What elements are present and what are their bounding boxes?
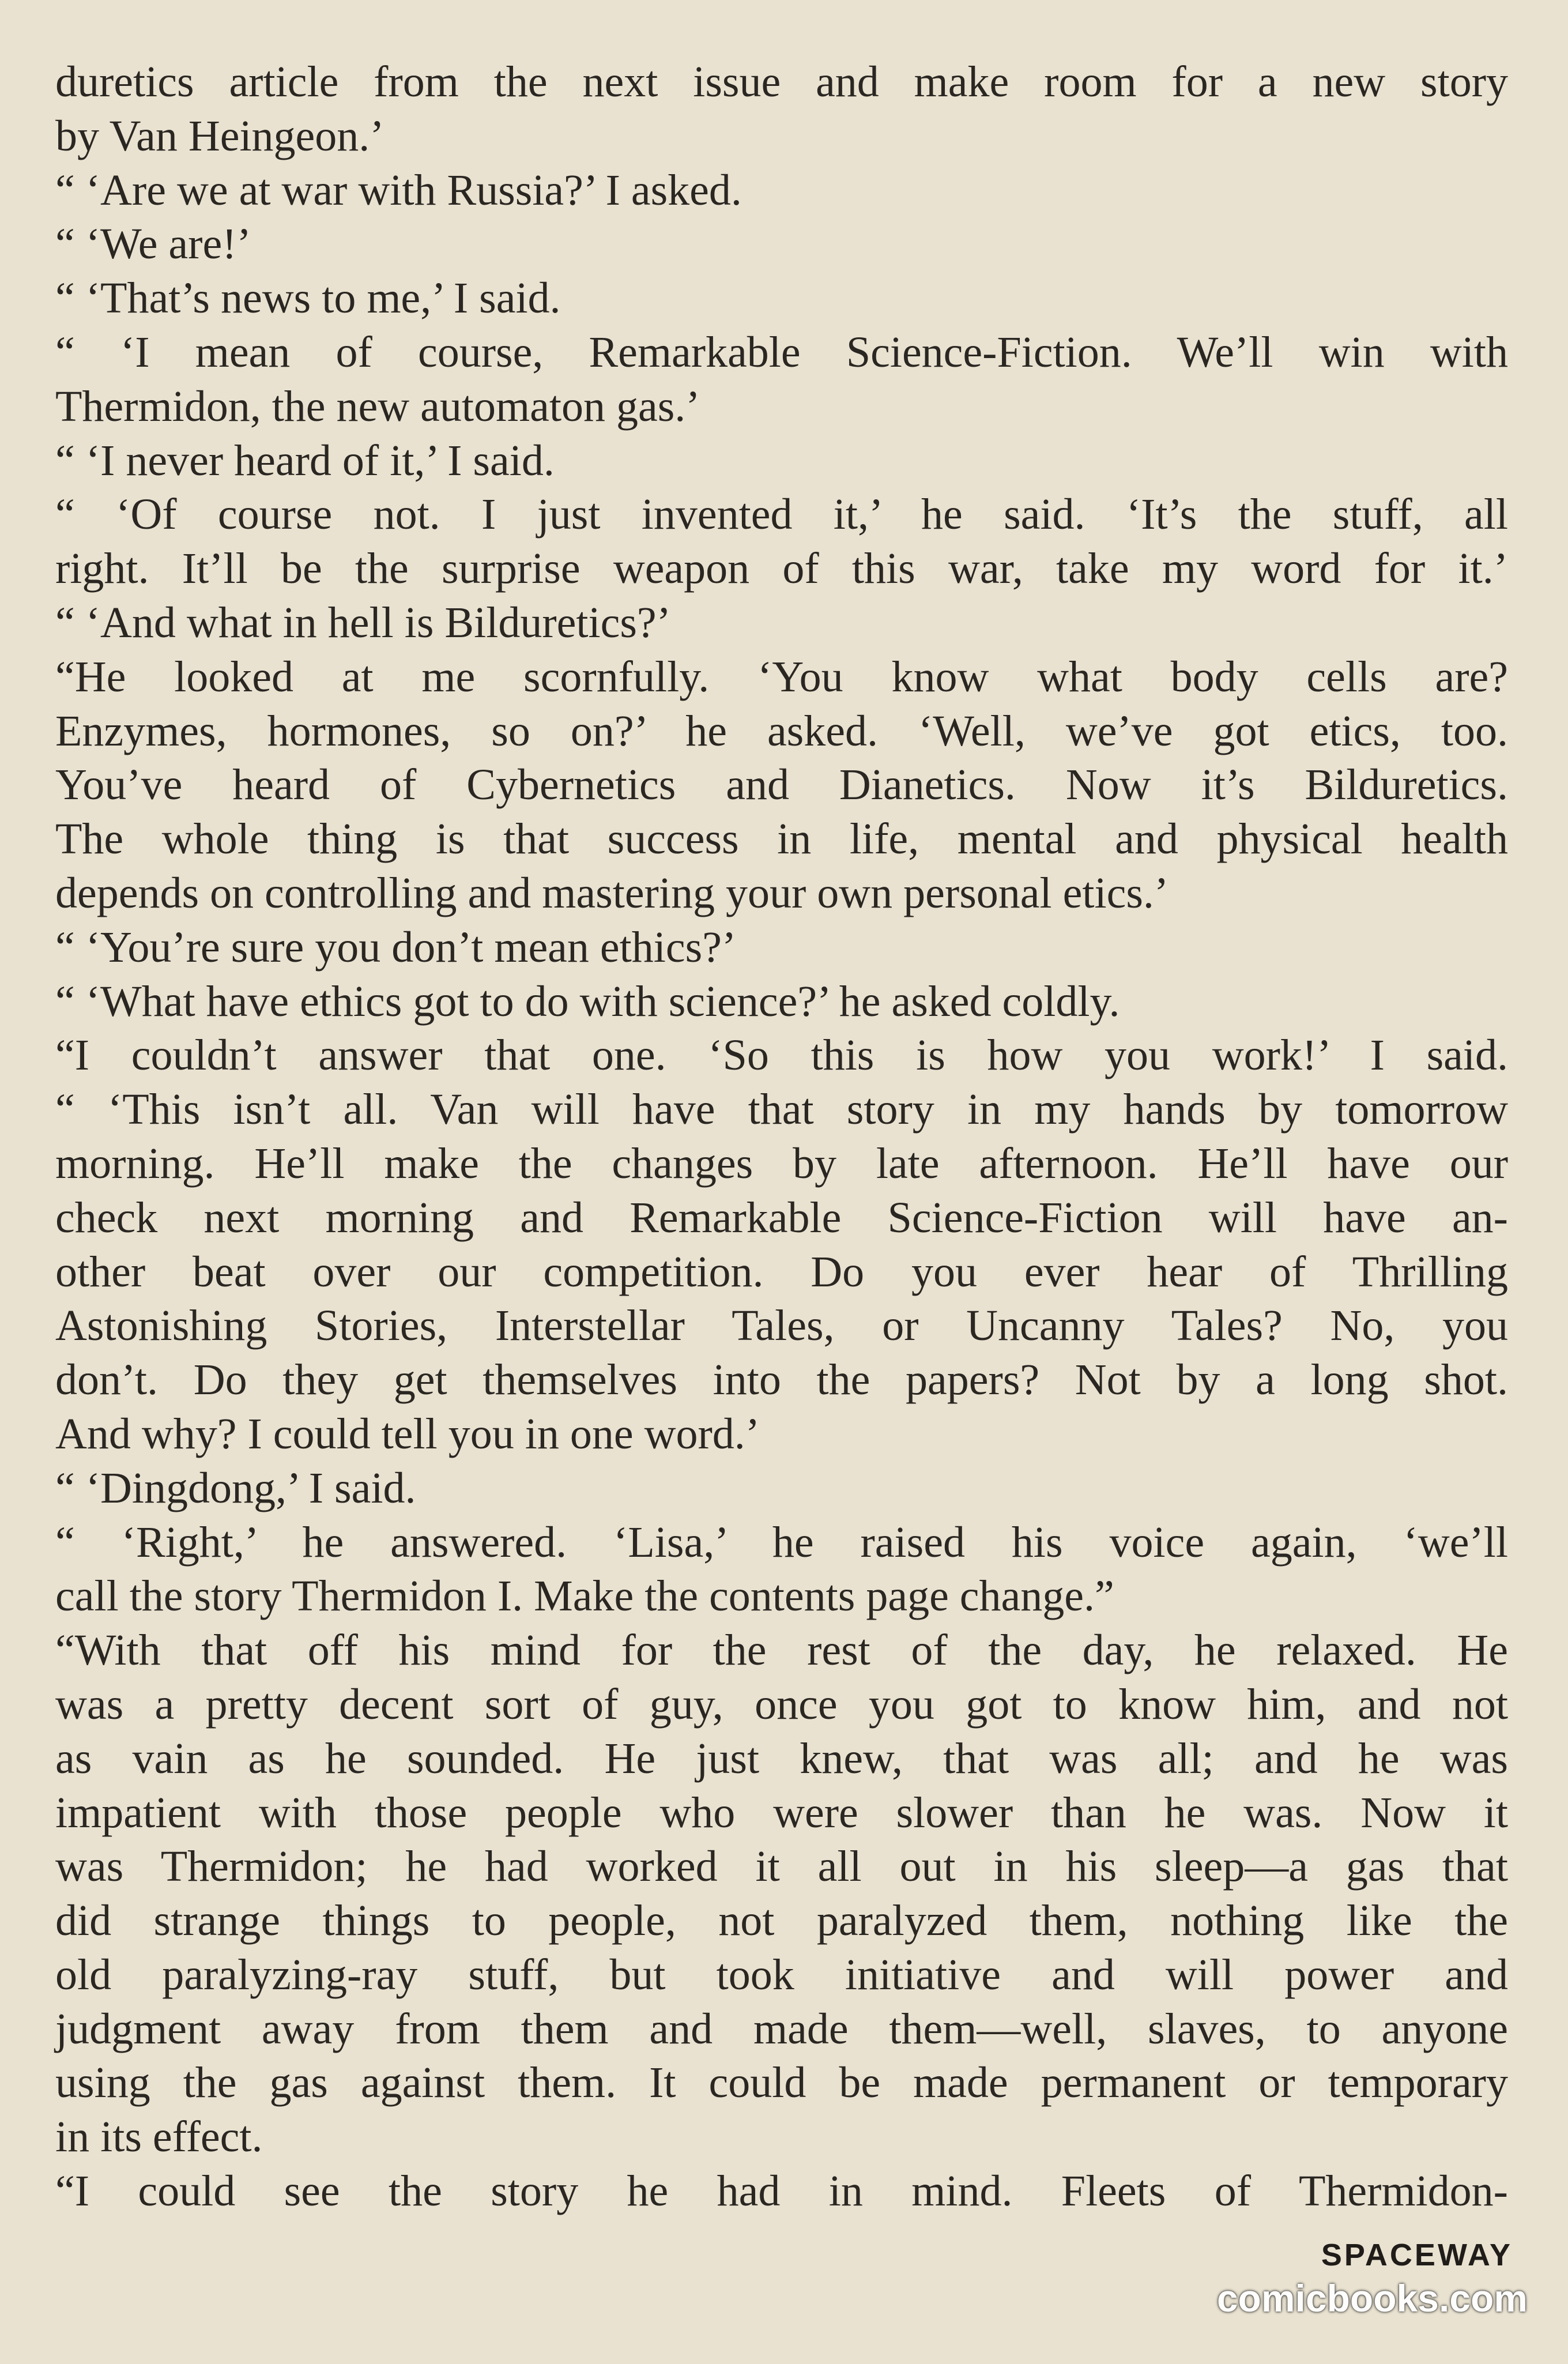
text-line: “With that off his mind for the rest of the day, he relaxed. He (55, 1626, 1508, 1675)
text-line: “ ‘What have ethics got to do with science?’ he asked coldly. (55, 977, 1120, 1026)
text-line: “I couldn’t answer that one. ‘So this is how you work!’ I said. (55, 1031, 1508, 1080)
text-line: “ ‘And what in hell is Bilduretics?’ (55, 598, 671, 647)
text-line: morning. He’ll make the changes by late afternoon. He’ll have our (55, 1139, 1508, 1188)
text-line: did strange things to people, not paralyzed them, nothing like the (55, 1896, 1508, 1945)
text-line: was a pretty decent sort of guy, once you got to know him, and not (55, 1680, 1508, 1729)
text-line: Astonishing Stories, Interstellar Tales, or Uncanny Tales? No, you (55, 1301, 1508, 1350)
site-watermark: comicbooks.com (1216, 2277, 1528, 2320)
text-line: “ ‘That’s news to me,’ I said. (55, 274, 561, 323)
text-line: “ ‘Right,’ he answered. ‘Lisa,’ he raised his voice again, ‘we’ll (55, 1518, 1508, 1567)
text-line: “I could see the story he had in mind. Fleets of Thermidon- (55, 2167, 1508, 2216)
text-line: “ ‘I mean of course, Remarkable Science-Fiction. We’ll win with (55, 328, 1508, 377)
text-line: was Thermidon; he had worked it all out in his sleep—a gas that (55, 1842, 1508, 1891)
text-line: You’ve heard of Cybernetics and Dianetics. Now it’s Bilduretics. (55, 761, 1508, 810)
text-line: judgment away from them and made them—well, slaves, to anyone (55, 2004, 1508, 2053)
text-line: by Van Heingeon.’ (55, 111, 385, 160)
text-line: right. It’ll be the surprise weapon of this war, take my word for it.’ (55, 544, 1508, 593)
text-line: depends on controlling and mastering your own personal etics.’ (55, 868, 1169, 917)
text-line: “ ‘You’re sure you don’t mean ethics?’ (55, 923, 737, 972)
text-line: other beat over our competition. Do you ever hear of Thrilling (55, 1247, 1508, 1296)
text-line: don’t. Do they get themselves into the papers? Not by a long shot. (55, 1356, 1508, 1405)
text-line: old paralyzing-ray stuff, but took initiative and will power and (55, 1950, 1508, 1999)
text-line: in its effect. (55, 2113, 263, 2162)
text-line: The whole thing is that success in life, mental and physical health (55, 815, 1508, 864)
text-line: impatient with those people who were slower than he was. Now it (55, 1788, 1508, 1837)
body-text (55, 55, 1508, 2219)
text-line: call the story Thermidon I. Make the contents page change.” (55, 1572, 1114, 1621)
text-line: using the gas against them. It could be made permanent or temporary (55, 2058, 1508, 2107)
text-line: duretics article from the next issue and make room for a new story (55, 58, 1508, 106)
text-line: “ ‘Of course not. I just invented it,’ he said. ‘It’s the stuff, all (55, 490, 1508, 539)
magazine-title-footer: SPACEWAY (1321, 2238, 1513, 2272)
text-line: check next morning and Remarkable Science-Fiction will have an- (55, 1193, 1508, 1242)
text-line: “ ‘This isn’t all. Van will have that story in my hands by tomorrow (55, 1085, 1508, 1134)
text-line: And why? I could tell you in one word.’ (55, 1409, 760, 1458)
text-line: “ ‘I never heard of it,’ I said. (55, 436, 555, 485)
text-line: “He looked at me scornfully. ‘You know what body cells are? (55, 652, 1508, 701)
text-line: “ ‘We are!’ (55, 220, 251, 269)
text-line: as vain as he sounded. He just knew, that was all; and he was (55, 1734, 1508, 1783)
text-line: Enzymes, hormones, so on?’ he asked. ‘Well, we’ve got etics, too. (55, 706, 1508, 755)
text-line: Thermidon, the new automaton gas.’ (55, 382, 700, 431)
text-line: “ ‘Dingdong,’ I said. (55, 1463, 416, 1512)
text-line: “ ‘Are we at war with Russia?’ I asked. (55, 165, 742, 214)
